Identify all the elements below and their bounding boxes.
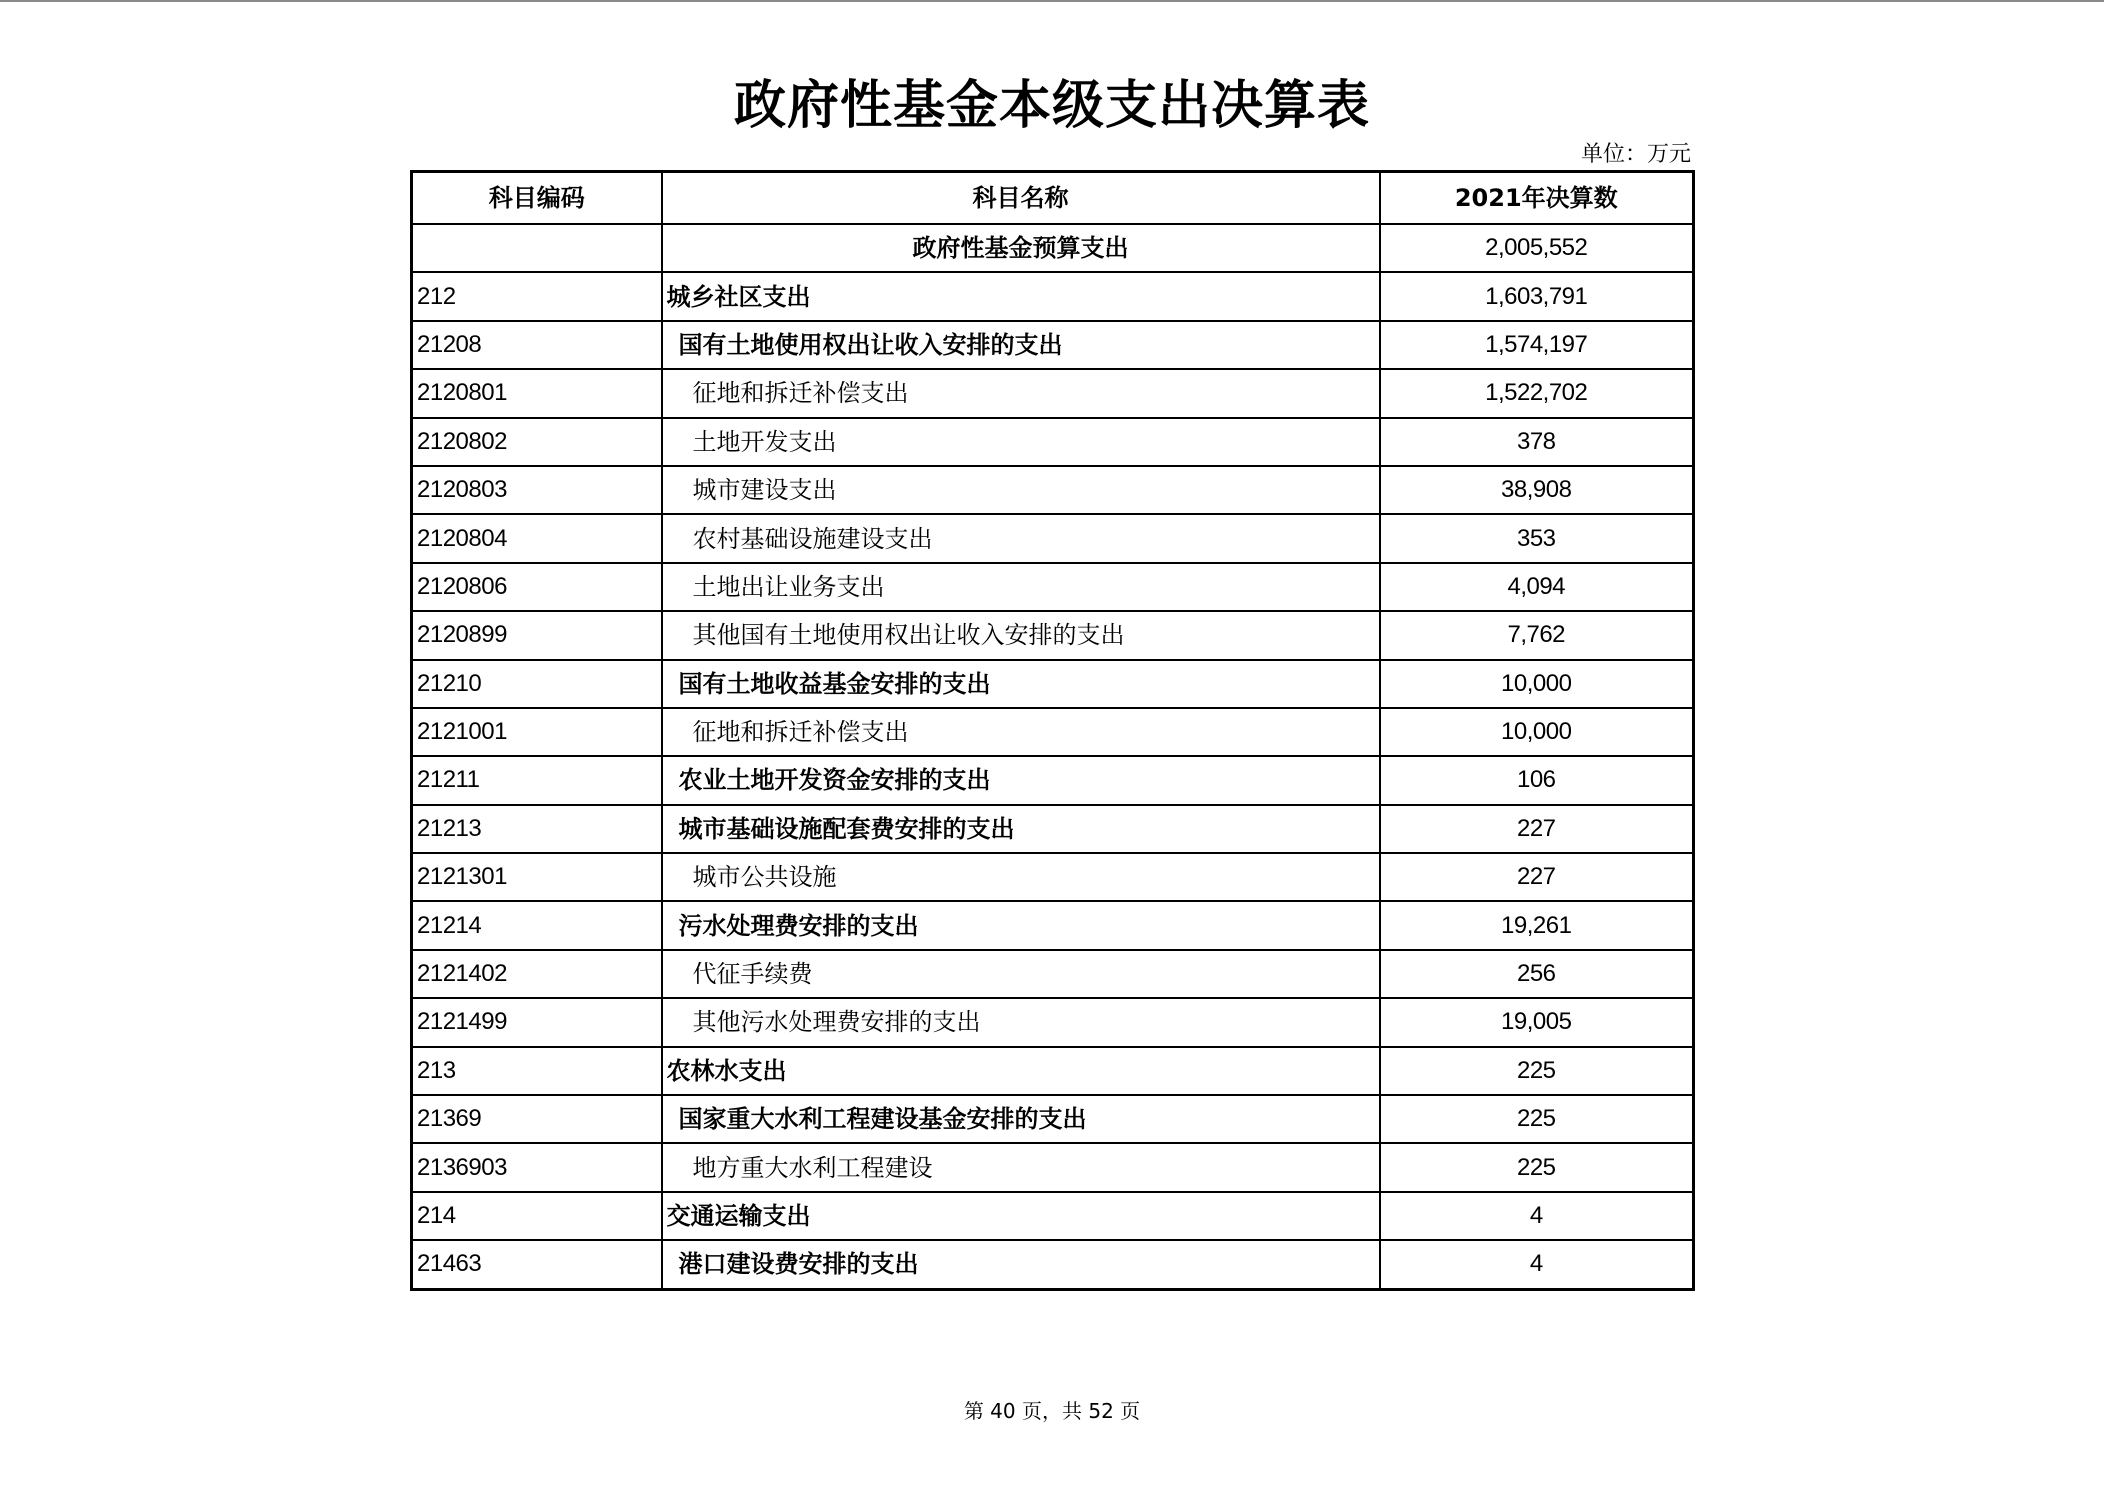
final-amount-cell: 10,000 bbox=[1380, 660, 1694, 708]
subject-code-cell: 2120801 bbox=[412, 369, 662, 417]
subject-code-cell: 214 bbox=[412, 1192, 662, 1240]
subject-code-cell: 2120803 bbox=[412, 466, 662, 514]
subject-code-cell: 21463 bbox=[412, 1240, 662, 1289]
table-row bbox=[412, 1143, 1694, 1191]
table-row bbox=[412, 805, 1694, 853]
table-row bbox=[412, 998, 1694, 1046]
subject-name-cell: 征地和拆迁补偿支出 bbox=[662, 369, 1380, 417]
subject-code-cell: 2136903 bbox=[412, 1143, 662, 1191]
subject-name-cell: 其他污水处理费安排的支出 bbox=[662, 998, 1380, 1046]
subject-name-cell: 污水处理费安排的支出 bbox=[662, 901, 1380, 949]
final-amount-cell: 4,094 bbox=[1380, 563, 1694, 611]
final-amount-cell: 19,005 bbox=[1380, 998, 1694, 1046]
subject-code-cell: 2120806 bbox=[412, 563, 662, 611]
page-footer bbox=[0, 1396, 2104, 1426]
subject-code-cell: 2121301 bbox=[412, 853, 662, 901]
subject-name-cell: 国家重大水利工程建设基金安排的支出 bbox=[662, 1095, 1380, 1143]
table-row bbox=[412, 1047, 1694, 1095]
final-amount-cell: 1,603,791 bbox=[1380, 272, 1694, 320]
final-amount-cell: 225 bbox=[1380, 1095, 1694, 1143]
table-row bbox=[412, 563, 1694, 611]
subject-name-cell: 港口建设费安排的支出 bbox=[662, 1240, 1380, 1289]
final-amount-cell: 225 bbox=[1380, 1047, 1694, 1095]
subject-name-cell: 国有土地收益基金安排的支出 bbox=[662, 660, 1380, 708]
subject-code-cell: 21213 bbox=[412, 805, 662, 853]
subject-code-cell: 2120802 bbox=[412, 418, 662, 466]
subject-name-cell: 城乡社区支出 bbox=[662, 272, 1380, 320]
table-row bbox=[412, 660, 1694, 708]
subject-code-cell: 212 bbox=[412, 272, 662, 320]
subject-code-cell: 213 bbox=[412, 1047, 662, 1095]
subject-code-cell: 2120899 bbox=[412, 611, 662, 659]
table-row bbox=[412, 1240, 1694, 1289]
subject-name-cell: 政府性基金预算支出 bbox=[662, 224, 1380, 272]
final-amount-cell: 38,908 bbox=[1380, 466, 1694, 514]
subject-name-cell: 土地开发支出 bbox=[662, 418, 1380, 466]
table-header-row bbox=[412, 172, 1694, 225]
table-row bbox=[412, 321, 1694, 369]
subject-name-cell: 城市建设支出 bbox=[662, 466, 1380, 514]
subject-name-cell: 地方重大水利工程建设 bbox=[662, 1143, 1380, 1191]
final-amount-cell: 227 bbox=[1380, 805, 1694, 853]
table-row bbox=[412, 514, 1694, 562]
subject-name-cell: 农业土地开发资金安排的支出 bbox=[662, 756, 1380, 804]
table-row bbox=[412, 1095, 1694, 1143]
final-amount-cell: 1,574,197 bbox=[1380, 321, 1694, 369]
table-row bbox=[412, 466, 1694, 514]
final-amount-cell: 227 bbox=[1380, 853, 1694, 901]
subject-name-cell: 农村基础设施建设支出 bbox=[662, 514, 1380, 562]
subject-name-cell: 城市公共设施 bbox=[662, 853, 1380, 901]
subject-code-cell: 2121499 bbox=[412, 998, 662, 1046]
table-row bbox=[412, 708, 1694, 756]
subject-code-cell: 2121001 bbox=[412, 708, 662, 756]
subject-name-cell: 城市基础设施配套费安排的支出 bbox=[662, 805, 1380, 853]
table-row bbox=[412, 272, 1694, 320]
subject-name-cell: 征地和拆迁补偿支出 bbox=[662, 708, 1380, 756]
table-row bbox=[412, 950, 1694, 998]
final-amount-cell: 378 bbox=[1380, 418, 1694, 466]
page-number-text: 第 40 页，共 52 页 bbox=[963, 1399, 1141, 1423]
final-amount-cell: 4 bbox=[1380, 1240, 1694, 1289]
table-row bbox=[412, 224, 1694, 272]
document-title: 政府性基金本级支出决算表 bbox=[733, 76, 1370, 136]
final-amount-cell: 256 bbox=[1380, 950, 1694, 998]
subject-code-cell: 2120804 bbox=[412, 514, 662, 562]
table-row bbox=[412, 611, 1694, 659]
table-row bbox=[412, 1192, 1694, 1240]
final-amount-cell: 353 bbox=[1380, 514, 1694, 562]
subject-code-cell: 21214 bbox=[412, 901, 662, 949]
subject-name-cell: 土地出让业务支出 bbox=[662, 563, 1380, 611]
subject-name-cell: 农林水支出 bbox=[662, 1047, 1380, 1095]
table-row bbox=[412, 369, 1694, 417]
subject-code-cell: 21208 bbox=[412, 321, 662, 369]
final-amount-cell: 19,261 bbox=[1380, 901, 1694, 949]
final-amount-cell: 225 bbox=[1380, 1143, 1694, 1191]
subject-code-cell: 21210 bbox=[412, 660, 662, 708]
unit-label: 单位：万元 bbox=[1580, 142, 1691, 167]
header-subject-code: 科目编码 bbox=[412, 172, 662, 225]
subject-name-cell: 代征手续费 bbox=[662, 950, 1380, 998]
final-amount-cell: 1,522,702 bbox=[1380, 369, 1694, 417]
final-amount-cell: 2,005,552 bbox=[1380, 224, 1694, 272]
table-row bbox=[412, 418, 1694, 466]
subject-name-cell: 其他国有土地使用权出让收入安排的支出 bbox=[662, 611, 1380, 659]
subject-code-cell: 21369 bbox=[412, 1095, 662, 1143]
page-top-border bbox=[0, 0, 2104, 2]
header-final-amount: 2021年决算数 bbox=[1380, 172, 1694, 225]
final-amount-cell: 106 bbox=[1380, 756, 1694, 804]
final-amount-cell: 7,762 bbox=[1380, 611, 1694, 659]
table-body bbox=[412, 224, 1694, 1289]
subject-name-cell: 国有土地使用权出让收入安排的支出 bbox=[662, 321, 1380, 369]
table-row bbox=[412, 756, 1694, 804]
table-row bbox=[412, 853, 1694, 901]
final-amount-cell: 4 bbox=[1380, 1192, 1694, 1240]
final-amount-cell: 10,000 bbox=[1380, 708, 1694, 756]
expenditure-table bbox=[410, 170, 1695, 1291]
subject-code-cell: 2121402 bbox=[412, 950, 662, 998]
subject-code-cell: 21211 bbox=[412, 756, 662, 804]
subject-name-cell: 交通运输支出 bbox=[662, 1192, 1380, 1240]
subject-code-cell bbox=[412, 224, 662, 272]
header-subject-name: 科目名称 bbox=[662, 172, 1380, 225]
table-row bbox=[412, 901, 1694, 949]
